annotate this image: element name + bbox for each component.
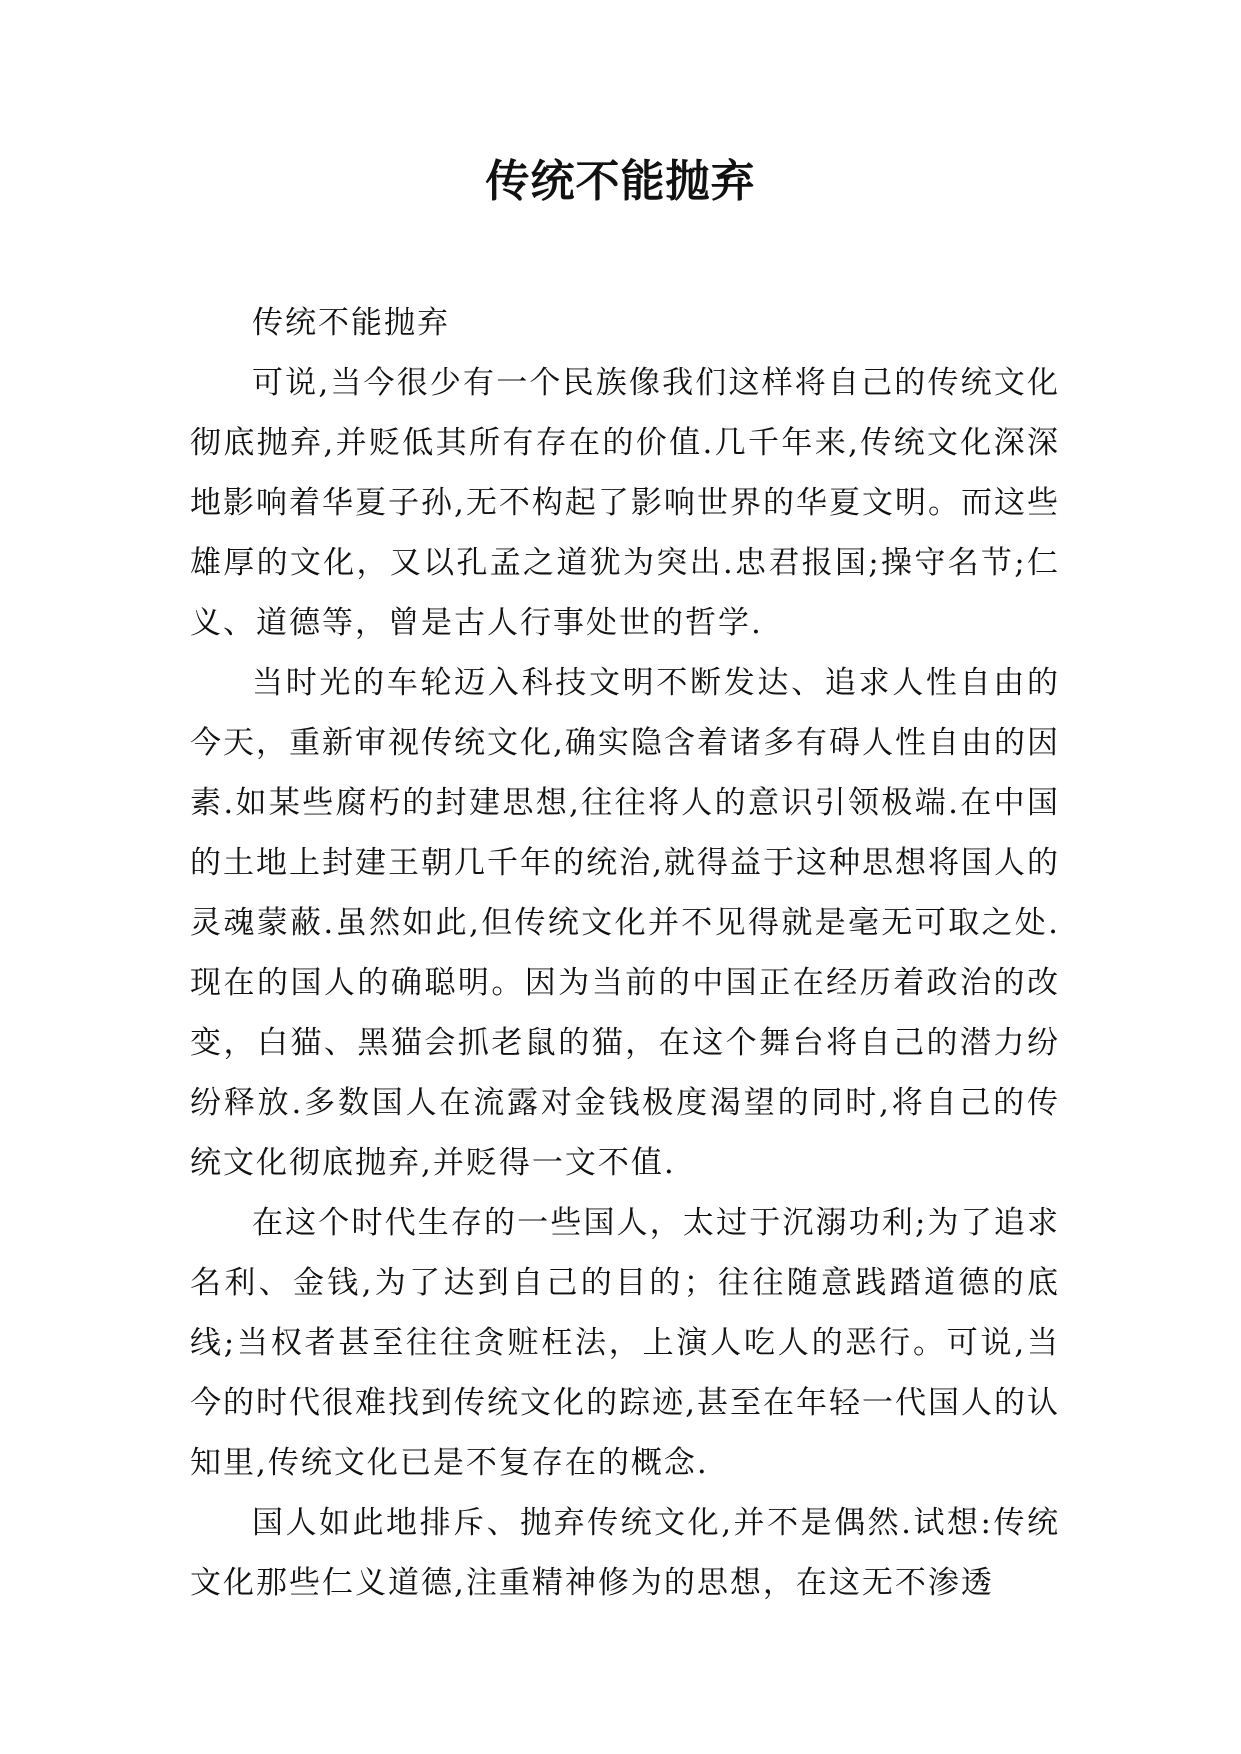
paragraph: 传统不能抛弃 (252, 305, 450, 341)
document-body (190, 293, 1060, 1613)
paragraph: 可说,当今很少有一个民族像我们这样将自己的传统文化彻底抛弃,并贬低其所有存在的价值.几千年来,传统文化深深地影响着华夏子孙,无不构起了影响世界的华夏文明。而这些雄厚的文化，又以孔孟之道犹为突出.忠君报国;操守名节;仁义、道德等，曾是古人行事处世的哲学. (190, 365, 1060, 641)
paragraph: 国人如此地排斥、抛弃传统文化,并不是偶然.试想:传统文化那些仁义道德,注重精神修为的思想，在这无不渗透 (190, 1505, 1060, 1601)
paragraph: 在这个时代生存的一些国人，太过于沉溺功利;为了追求名利、金钱,为了达到自己的目的；往往随意践踏道德的底线;当权者甚至往往贪赃枉法，上演人吃人的恶行。可说,当今的时代很难找到传统文化的踪迹,甚至在年轻一代国人的认知里,传统文化已是不复存在的概念. (190, 1205, 1060, 1481)
paragraph: 当时光的车轮迈入科技文明不断发达、追求人性自由的今天，重新审视传统文化,确实隐含着诸多有碍人性自由的因素.如某些腐朽的封建思想,往往将人的意识引领极端.在中国的土地上封建王朝几千年的统治,就得益于这种思想将国人的灵魂蒙蔽.虽然如此,但传统文化并不见得就是毫无可取之处.现在的国人的确聪明。因为当前的中国正在经历着政治的改变，白猫、黑猫会抓老鼠的猫，在这个舞台将自己的潜力纷纷释放.多数国人在流露对金钱极度渴望的同时,将自己的传统文化彻底抛弃,并贬得一文不值. (190, 665, 1060, 1181)
document-title: 传统不能抛弃 (485, 156, 756, 207)
